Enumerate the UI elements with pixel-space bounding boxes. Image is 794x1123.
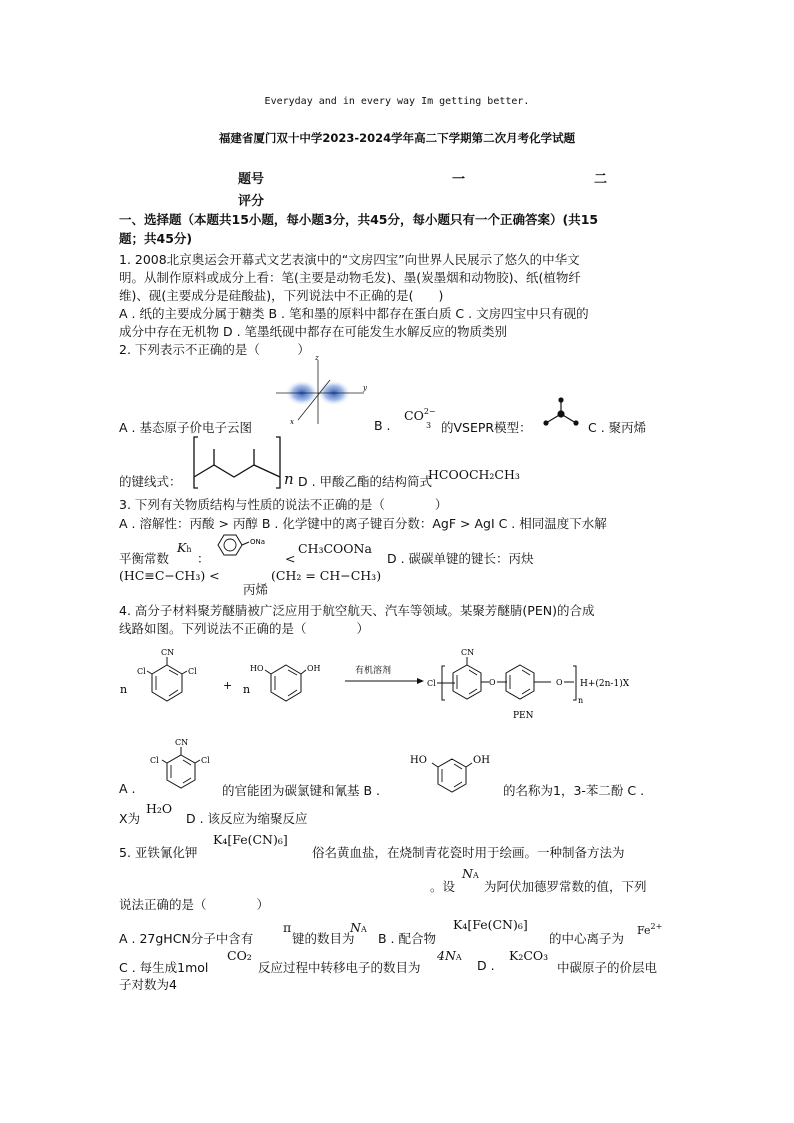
q2-option-c: C . 聚丙烯 [588,420,647,435]
na-symbol-1: NA [462,866,479,881]
product-cl: Cl [427,679,436,688]
reactant2-ho: HO [250,664,264,673]
oh-label: OH [473,755,490,766]
fe2-ion: $Fe^{2+}$ [637,922,663,937]
q3-stem: 3. 下列有关物质结构与性质的说法不正确的是（ ） [119,497,448,512]
axis-z-label: z [315,354,319,362]
q3-kh-label: 平衡常数 [119,551,170,566]
q2-option-d: D . 甲酸乙酯的结构简式 [298,474,433,489]
page-motto: Everyday and in every way Im getting better. [264,96,530,107]
score-col-two: 二 [594,172,608,187]
page-title: 福建省厦门双十中学2023-2024学年高二下学期第二次月考化学试题 [218,131,576,145]
q1-line1: 1. 2008北京奥运会开幕式文艺表演中的“文房四宝”向世界人民展示了悠久的中华文 [119,252,580,267]
dichlorobenzonitrile-structure [145,735,217,793]
q5-option-d-a: D . [477,958,495,973]
q5-line1-a: 5. 亚铁氰化钾 [119,845,198,860]
pi-symbol: π [283,920,292,935]
solvent-label: 有机溶剂 [355,666,392,676]
q5-line2-a: 。设 [430,879,456,894]
section-heading-line1: 一、选择题（本题共15小题，每小题3分，共45分，每小题只有一个正确答案）(共15 [119,212,599,227]
q5-option-a-b: 键的数目为 [292,931,355,946]
score-col-one: 一 [452,172,466,187]
q4-option-d: D . 该反应为缩聚反应 [186,811,308,826]
q5-option-c-a: C . 每生成1mol [119,960,209,975]
na-symbol-2: NA [350,920,367,935]
q2-option-c-tail: 的键线式： [119,474,182,489]
sodium-acetate-formula: CH₃COONa [298,541,372,556]
reactant1-cl-left: Cl [137,667,146,676]
score-row-label-score: 评分 [238,194,265,209]
reactant1-cl-right: Cl [188,667,197,676]
electron-cloud-figure [272,352,368,424]
axis-x-label: x [290,418,294,426]
q1-line4: A . 纸的主要成分属于糖类 B . 笔和墨的原料中都存在蛋白质 C . 文房四宝中只有砚的 [119,306,589,321]
q5-last-line: 子对数为4 [119,977,177,992]
polypropylene-skeletal [192,435,282,490]
sodium-phenoxide-structure [214,532,272,558]
q4-option-c-x: X为 [119,811,141,826]
propyne-bracket: (HC≡C−CH₃) < [119,568,220,583]
cl-right-label: Cl [201,756,210,765]
resorcinol-structure [402,745,502,795]
product-o2: O [556,678,563,687]
q3-option-abc: A . 溶解性：丙酸 > 丙醇 B . 化学键中的离子键百分数：AgF > AgI C . 相同温度下水解 [119,516,607,531]
propylene-formula: (CH₂ = CH−CH₃) [271,568,382,583]
q5-option-c-b: 反应过程中转移电子的数目为 [258,960,421,975]
ethyl-formate-formula: HCOOCH₂CH₃ [428,467,520,482]
q3-less-than: < [285,551,296,566]
product-cn: CN [461,648,475,657]
ona-label: ONa [250,538,266,546]
propylene-label: 丙烯 [243,582,269,597]
ho-label: HO [410,755,427,766]
q4-option-a-text: 的官能团为碳氯键和氰基 B . [222,783,380,798]
q1-line5: 成分中存在无机物 D . 笔墨纸砚中都存在可能发生水解反应的物质类别 [119,324,508,339]
q5-option-b-b: 的中心离子为 [549,931,625,946]
q5-line1-b: 俗名黄血盐，在烧制青花瓷时用于绘画。一种制备方法为 [312,845,625,860]
q1-line2: 明。从制作原料或成分上看：笔(主要是动物毛发)、墨(炭墨烟和动物胶)、纸(植物纤 [119,270,581,285]
q2-stem: 2. 下列表示不正确的是（ ） [119,342,310,357]
q2-option-b-text: 的VSEPR模型： [441,420,532,435]
section-heading [119,210,679,248]
co2-formula: CO₂ [227,948,252,963]
q2-option-a: A . 基态原子价电子云图 [119,420,252,435]
q3-colon: ： [197,551,210,566]
q1-line3: 维)、砚(主要成分是硅酸盐)，下列说法中不正确的是( ) [119,288,444,303]
vsepr-trigonal-model [540,396,582,432]
q5-option-d-b: 中碳原子的价层电 [557,960,658,975]
axis-y-label: y [363,384,367,392]
reactant1-cn: CN [161,648,175,657]
reactant1-n: n [120,683,128,696]
pen-synthesis-scheme [115,645,675,725]
q4-line1: 4. 高分子材料聚芳醚腈被广泛应用于航空航天、汽车等领域。某聚芳醚腈(PEN)的合成 [119,603,595,618]
cn-label: CN [175,738,189,747]
q5-line2-b: 为阿伏加德罗常数的值，下列 [484,879,647,894]
plus-sign: + [223,679,233,692]
q4-option-b-text: 的名称为1，3-苯二酚 C . [503,783,645,798]
section-heading-line2: 题；共45分) [119,231,193,246]
q5-formula-2: K₄[Fe(CN)₆] [453,917,528,932]
q5-option-b-a: B . 配合物 [378,931,436,946]
q5-option-a-a: A . 27gHCN分子中含有 [119,931,254,946]
reactant2-n: n [243,683,251,696]
central-atom [557,410,564,417]
product-o1: O [489,678,496,687]
q5-formula-1: K₄[Fe(CN)₆] [213,832,288,847]
reactant2-oh: OH [307,664,321,673]
pen-label: PEN [513,711,534,721]
cl-left-label: Cl [150,756,159,765]
product-tail: H+(2n-1)X [580,679,630,689]
q2-option-b-label: B . [374,418,391,433]
repeat-n: n [284,470,294,488]
kh-symbol: Kh [177,540,192,555]
q4-line2: 线路如图。下列说法不正确的是（ ） [119,621,370,636]
product-n: n [578,696,584,705]
k2co3-formula: K₂CO₃ [509,948,549,963]
q4-option-a-label: A . [119,781,136,796]
score-row-label-number: 题号 [238,172,265,187]
carbonate-ion: $CO^{2-}$ 3 [404,407,436,430]
q3-option-d: D . 碳碳单键的键长：丙炔 [387,551,534,566]
q5-line3: 说法正确的是（ ） [119,897,270,912]
water-formula: H₂O [146,801,173,816]
four-na: 4NA [437,948,462,963]
